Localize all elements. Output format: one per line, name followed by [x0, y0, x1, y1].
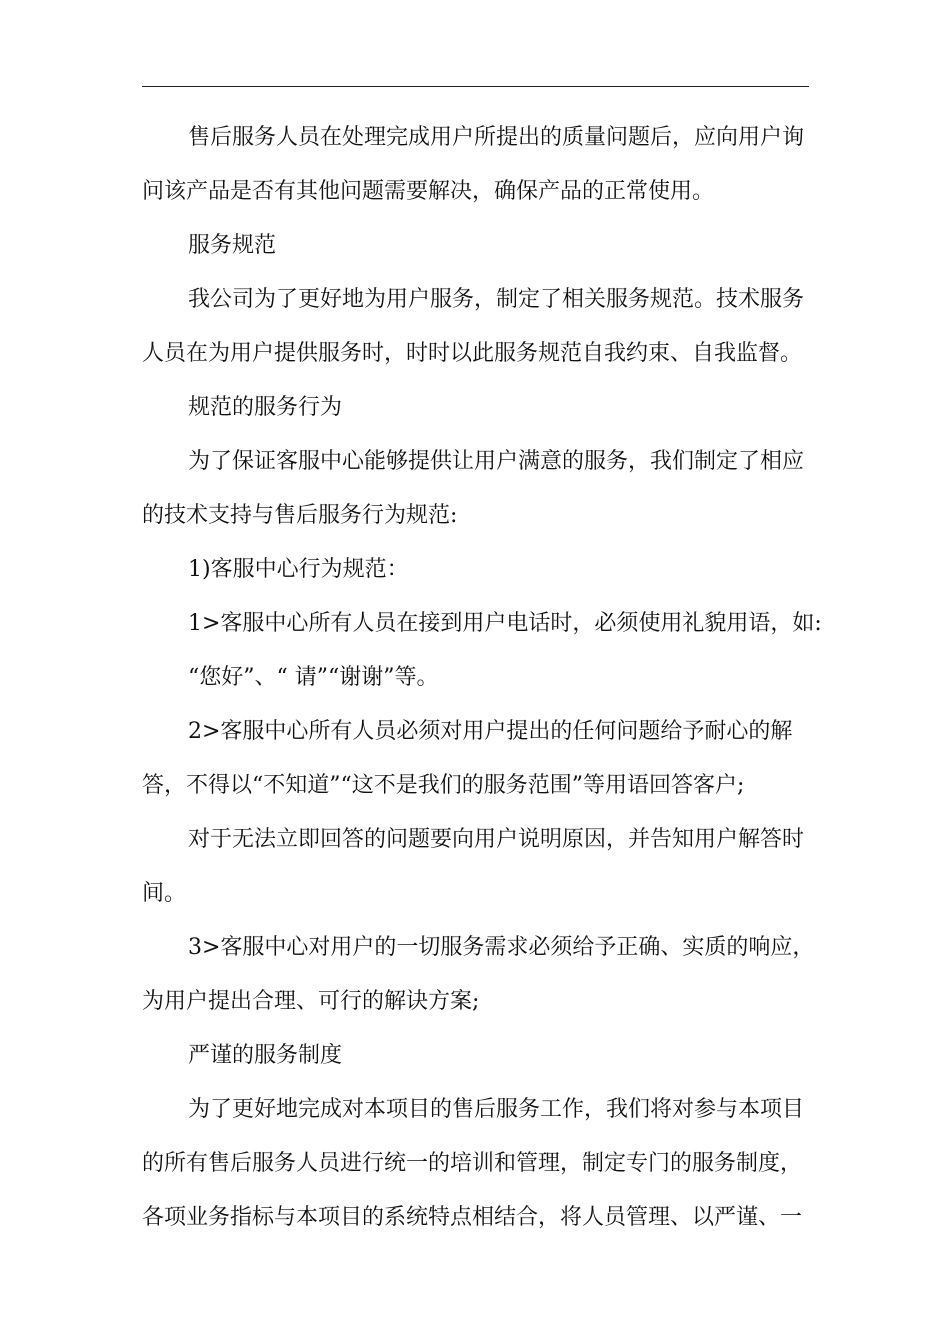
- section-heading: 服务规范: [188, 233, 277, 258]
- paragraph-line: 各项业务指标与本项目的系统特点相结合，将人员管理、以严谨、一: [142, 1205, 803, 1230]
- list-item-line: “您好”、“ 请”“谢谢”等。: [188, 665, 439, 690]
- paragraph-line: 的所有售后服务人员进行统一的培训和管理，制定专门的服务制度，: [142, 1151, 803, 1176]
- paragraph-line: 人员在为用户提供服务时，时时以此服务规范自我约束、自我监督。: [142, 341, 803, 366]
- section-heading: 规范的服务行为: [188, 395, 343, 420]
- paragraph-line: 为了保证客服中心能够提供让用户满意的服务，我们制定了相应: [188, 449, 805, 474]
- paragraph-line: 间。: [142, 881, 187, 906]
- list-item-line: 答，不得以“不知道”“这不是我们的服务范围”等用语回答客户;: [142, 773, 745, 798]
- list-item-line: 3>客服中心对用户的一切服务需求必须给予正确、实质的响应，: [188, 935, 815, 960]
- header-rule: [142, 86, 809, 87]
- list-item-line: 为用户提出合理、可行的解诀方案;: [142, 989, 480, 1014]
- paragraph-line: 售后服务人员在处理完成用户所提出的质量问题后，应向用户询: [188, 125, 805, 150]
- paragraph-line: 为了更好地完成对本项目的售后服务工作，我们将对参与本项目: [188, 1097, 805, 1122]
- list-item-line: 1>客服中心所有人员在接到用户电话时，必须使用礼貌用语，如:: [188, 611, 822, 636]
- list-heading: 1)客服中心行为规范：: [188, 557, 409, 582]
- paragraph-line: 问该产品是否有其他问题需要解决，确保产品的正常使用。: [142, 179, 715, 204]
- paragraph-line: 对于无法立即回答的问题要向用户说明原因，并告知用户解答时: [188, 827, 805, 852]
- paragraph-line: 的技术支持与售后服务行为规范:: [142, 503, 458, 528]
- paragraph-line: 我公司为了更好地为用户服务，制定了相关服务规范。技术服务: [188, 287, 805, 312]
- section-heading: 严谨的服务制度: [188, 1043, 343, 1068]
- list-item-line: 2>客服中心所有人员必须对用户提出的任何问题给予耐心的解: [188, 719, 793, 744]
